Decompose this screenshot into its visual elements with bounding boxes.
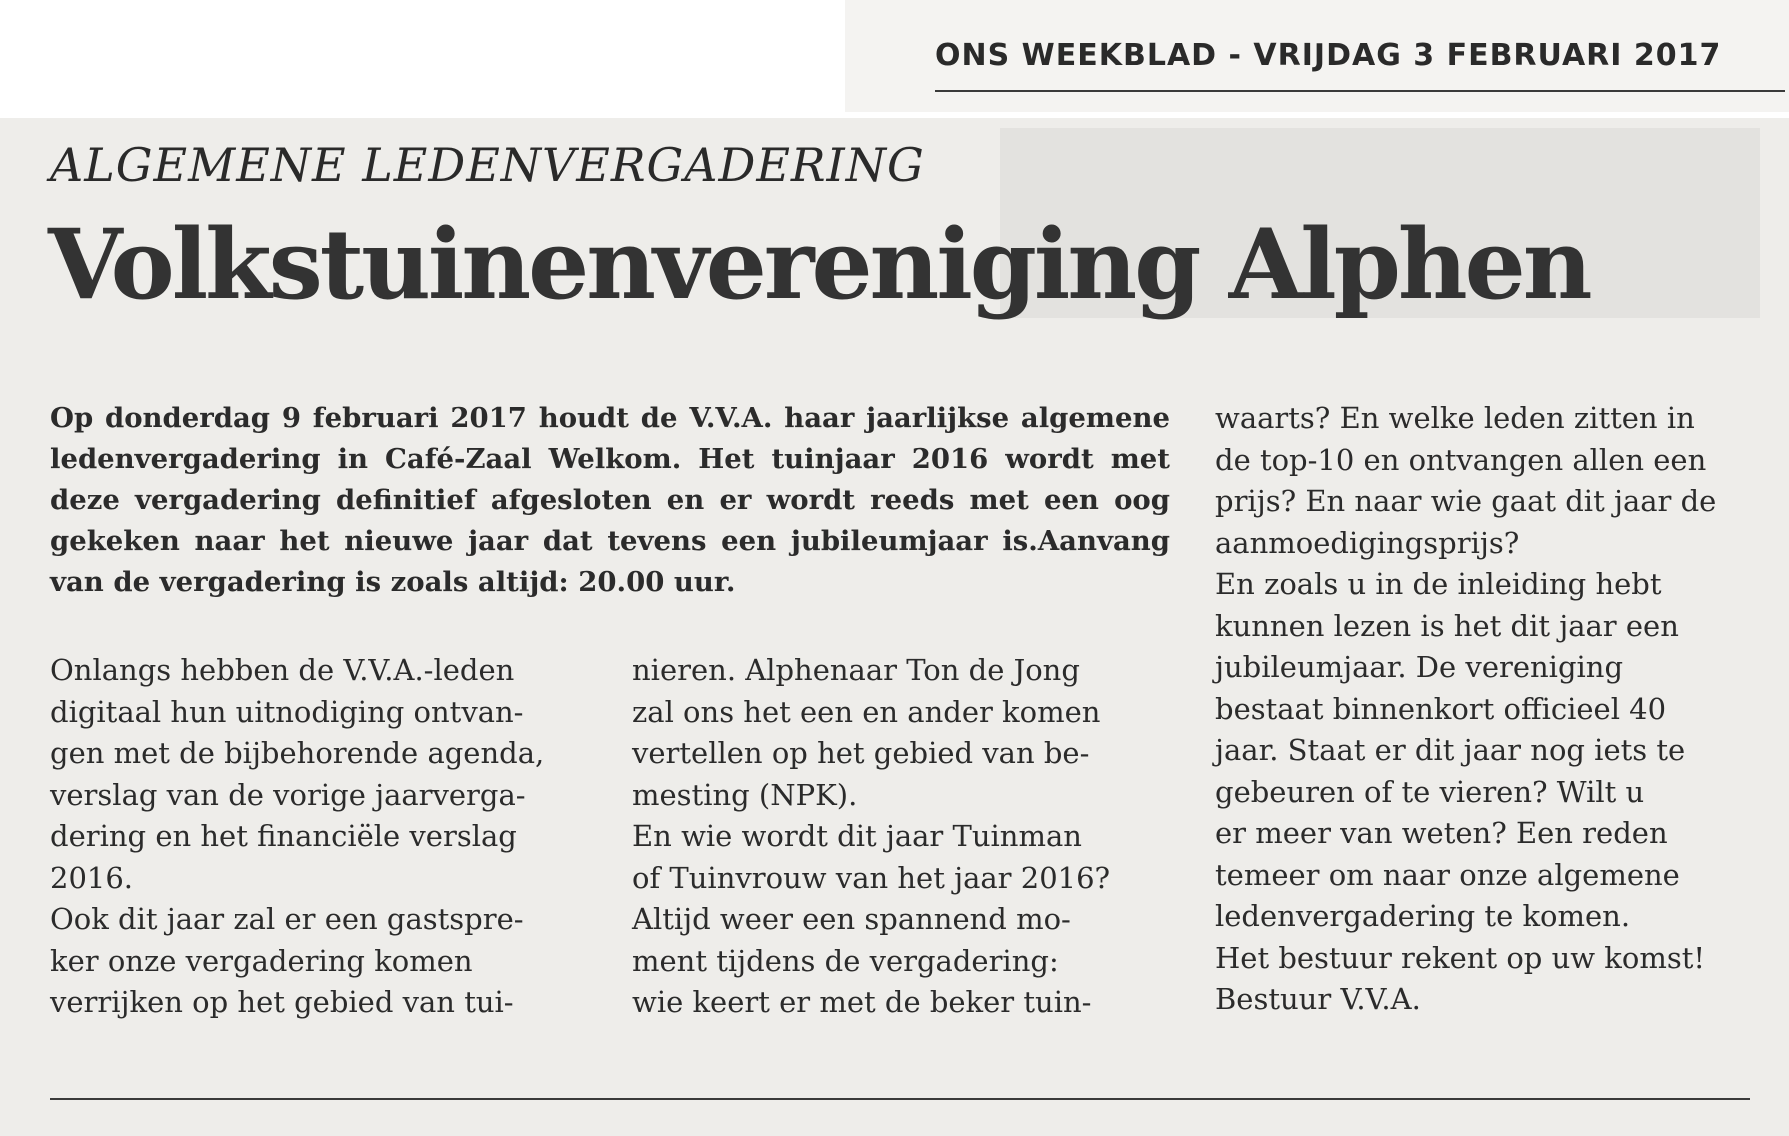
- column-line: Onlangs hebben de V.V.A.-leden: [50, 653, 515, 687]
- column-line: bestaat binnenkort officieel 40: [1215, 691, 1667, 726]
- column-line: jaar. Staat er dit jaar nog iets te: [1215, 733, 1686, 767]
- newspaper-masthead: ONS WEEKBLAD - VRIJDAG 3 FEBRUARI 2017: [935, 38, 1722, 73]
- column-line: gen met de bijbehorende agenda,: [50, 736, 545, 770]
- column-line: of Tuinvrouw van het jaar 2016?: [632, 860, 1111, 895]
- column-line: dering en het financiële verslag: [50, 819, 517, 853]
- column-line: jubileumjaar. De vereniging: [1215, 650, 1624, 684]
- column-line: mesting (NPK).: [632, 777, 858, 812]
- column-line: 2016.: [50, 860, 134, 895]
- column-line: zal ons het een en ander komen: [632, 694, 1101, 729]
- column-line: waarts? En welke leden zitten in: [1215, 401, 1695, 435]
- column-line: En wie wordt dit jaar Tuinman: [632, 819, 1082, 853]
- column-line: gebeuren of te vieren? Wilt u: [1215, 774, 1645, 809]
- column-line: wie keert er met de beker tuin-: [632, 985, 1092, 1019]
- column-line: En zoals u in de inleiding hebt: [1215, 567, 1662, 601]
- column-line: digitaal hun uitnodiging ontvan-: [50, 694, 524, 729]
- column-line: er meer van weten? Een reden: [1215, 816, 1668, 850]
- masthead-area: [0, 0, 1789, 120]
- column-line: nieren. Alphenaar Ton de Jong: [632, 653, 1080, 687]
- column-line: prijs? En naar wie gaat dit jaar de: [1215, 484, 1717, 518]
- column-line: temeer om naar onze algemene: [1215, 857, 1680, 892]
- column-line: de top-10 en ontvangen allen een: [1215, 442, 1707, 477]
- article-column-1: [50, 650, 610, 1024]
- column-line: aanmoedigingsprijs?: [1215, 525, 1520, 560]
- article-intro: Op donderdag 9 februari 2017 houdt de V.V.A. haar jaarlijkse algemene ledenvergadering in Café-Zaal Welkom. Het tuinjaar 2016 wordt met deze vergadering definitief afgesloten en er wordt reeds met een oog gekeken naar het nieuwe jaar dat tevens een jubileumjaar is.Aanvang van de vergadering is zoals altijd: 20.00 uur.: [50, 402, 1170, 598]
- column-line: Het bestuur rekent op uw komst!: [1215, 940, 1706, 975]
- column-line: kunnen lezen is het dit jaar een: [1215, 608, 1679, 643]
- column-line: ledenvergadering te komen.: [1215, 899, 1631, 933]
- article-headline: Volkstuinenvereniging Alphen: [48, 208, 1590, 321]
- column-line: Altijd weer een spannend mo-: [632, 902, 1071, 936]
- article-column-3: [1215, 398, 1760, 1021]
- column-line: Ook dit jaar zal er een gastspre-: [50, 902, 524, 936]
- bottom-rule: [50, 1098, 1750, 1100]
- article-column-2: [632, 650, 1172, 1024]
- column-line: verrijken op het gebied van tui-: [50, 985, 514, 1019]
- column-line: ment tijdens de vergadering:: [632, 943, 1059, 978]
- article-kicker: ALGEMENE LEDENVERGADERING: [50, 138, 925, 192]
- column-line: vertellen op het gebied van be-: [632, 736, 1090, 770]
- masthead-rule: [935, 90, 1785, 92]
- column-line: ker onze vergadering komen: [50, 943, 473, 978]
- column-line: verslag van de vorige jaarverga-: [50, 777, 526, 812]
- column-line: Bestuur V.V.A.: [1215, 982, 1421, 1016]
